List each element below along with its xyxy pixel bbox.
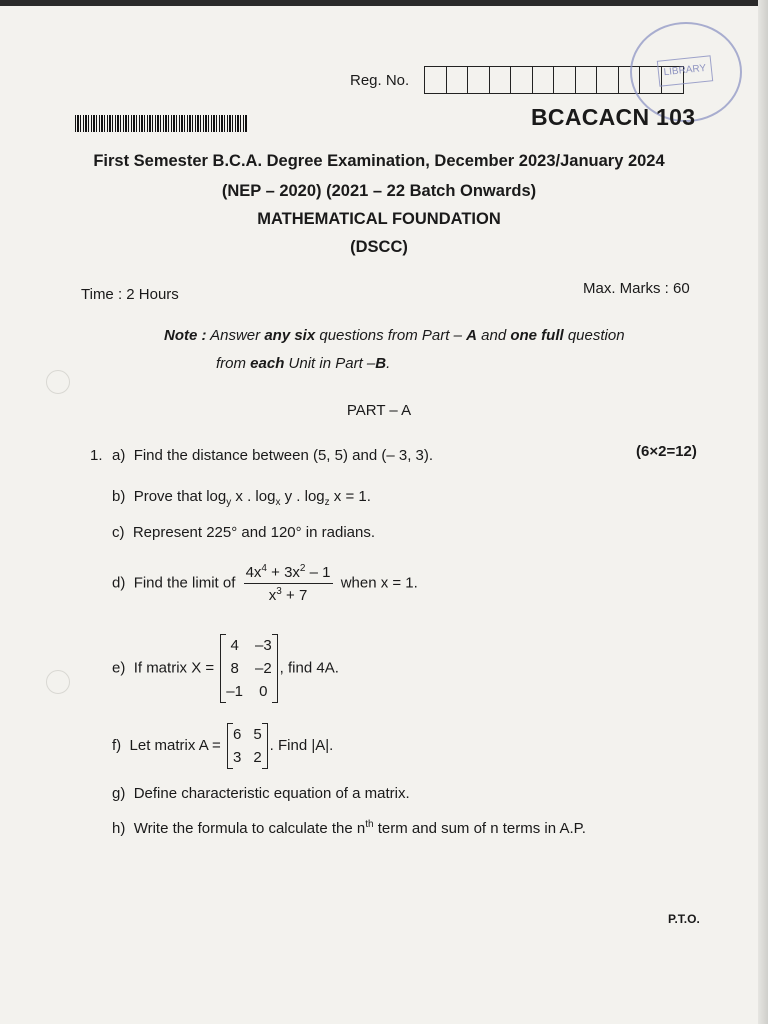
course-code: BCACACN 103	[531, 104, 696, 130]
max-marks: Max. Marks : 60	[583, 280, 690, 297]
instructions-note: Note : Answer any six questions from Part – A and one full question from each Unit in Part –B.	[164, 327, 625, 372]
question-1a: a) Find the distance between (5, 5) and (– 3, 3).	[112, 447, 434, 464]
part-a-heading: PART – A	[346, 402, 412, 419]
question-1c: c) Represent 225° and 120° in radians.	[112, 524, 376, 541]
note-label: Note :	[164, 327, 207, 344]
binder-hole-mark	[46, 370, 70, 394]
exam-duration: Time : 2 Hours	[81, 286, 179, 303]
question-1g: g) Define characteristic equation of a matrix.	[112, 785, 410, 802]
binder-hole-mark	[46, 670, 70, 694]
matrix-x: 4 –3 8 –2 –1 0	[220, 634, 277, 703]
barcode	[75, 115, 247, 132]
scan-top-edge	[0, 0, 768, 6]
subject-type: (DSCC)	[350, 238, 408, 256]
question-marks: (6×2=12)	[636, 443, 697, 460]
exam-title: First Semester B.C.A. Degree Examination, December 2023/January 2024	[93, 152, 665, 170]
scan-right-edge	[758, 0, 768, 1024]
matrix-a: 6 5 3 2	[227, 723, 268, 769]
question-1d: d) Find the limit of $\frac{4x^4 + 3x^2 - 1}{x^3 + 7}$ when x = 1.	[112, 563, 418, 604]
question-1b: b) Prove that $\log_y x$ . $\log_x y$ . $\log_z x = 1$.	[112, 488, 371, 508]
library-stamp-label: LIBRARY	[657, 55, 713, 87]
question-1f: f) Let matrix A = 6 5 3 2 . Find |A|.	[112, 723, 333, 769]
exam-scheme: (NEP – 2020) (2021 – 22 Batch Onwards)	[221, 182, 537, 200]
page-turn-over: P.T.O.	[668, 912, 700, 926]
subject-title: MATHEMATICAL FOUNDATION	[257, 210, 501, 228]
limit-fraction: $\frac{4x^4 + 3x^2 - 1}{x^3 + 7}$	[245, 563, 331, 604]
reg-no-label: Reg. No.	[350, 72, 410, 89]
question-1e: e) If matrix X = 4 –3 8 –2 –1 0 , find 4A.	[112, 634, 339, 703]
question-number: 1.	[90, 447, 103, 464]
question-1h: h) Write the formula to calculate the $n^{th}$ term and sum of n terms in A.P.	[112, 819, 586, 837]
